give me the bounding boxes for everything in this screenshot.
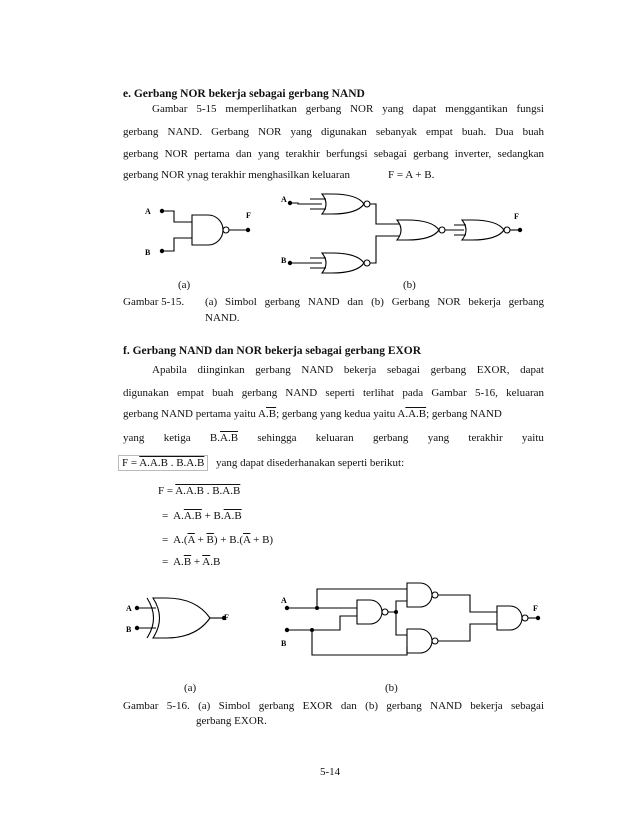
fig15-b-label: (b) (403, 279, 416, 291)
word: yaitu (521, 432, 544, 444)
fig15b-input-b: B (281, 256, 287, 265)
expr-a-not-b: A.B (258, 408, 277, 420)
fig15-caption-line-1: (a) Simbol gerbang NAND dan (b) Gerbang NOR bekerja gerbang (205, 296, 544, 308)
sec-f-line-5-formula (118, 455, 208, 471)
fig16-caption-line-2: gerbang EXOR. (196, 715, 267, 727)
nand-gate-symbol (162, 211, 248, 251)
sec-f-line-2: digunakan empat buah gerbang NAND seperti terlihat pada Gambar 5-16, keluaran (123, 387, 544, 399)
formula-f: A.A.B . B.A.B (139, 457, 205, 469)
fig15-a-label: (a) (178, 279, 191, 291)
equation-3: = $A.(\overline{A} + \overline{B}) + B.(\overline{A} + B)$ (162, 534, 274, 546)
sec-e-line-3: gerbang NOR pertama dan yang terakhir berfungsi sebagai gerbang inverter, sedangkan (123, 148, 544, 160)
fig16-b-label: (b) (385, 682, 398, 694)
word: yang (123, 432, 145, 444)
exor-gate-symbol (137, 598, 224, 638)
fig15b-output-f: F (514, 212, 519, 221)
sec-e-equation: F = A + B. (388, 169, 435, 181)
sec-f-line-5: yang dapat disederhanakan seperti berikut: (216, 457, 405, 469)
word: gerbang (372, 432, 409, 444)
section-f-heading: f. Gerbang NAND dan NOR bekerja sebagai gerbang EXOR (123, 345, 422, 357)
word: keluaran (315, 432, 354, 444)
word: yang (427, 432, 450, 444)
fig16b-input-b: B (281, 639, 287, 648)
sec-f-line-1: Apabila diinginkan gerbang NAND bekerja sebagai gerbang EXOR, dapat (152, 364, 544, 376)
sec-e-line-1: Gambar 5-15 memperlihatkan gerbang NOR yang dapat menggantikan fungsi (152, 103, 544, 115)
equation-4: = $A.\overline{B} + \overline{A}.B$ (162, 556, 221, 568)
eq-4-mid: + (191, 556, 203, 568)
sec-f-line-3 (123, 408, 544, 420)
fig15a-input-b: B (145, 248, 151, 257)
expr-b-not-ab: B.A.B (209, 432, 239, 444)
word: sehingga (257, 432, 297, 444)
sec-f-line-3-a: gerbang NAND pertama yaitu (123, 408, 256, 420)
eq-sign: = (162, 510, 169, 522)
sec-f-line-3-c: ; gerbang NAND (426, 408, 502, 420)
eq-f-prefix: F = (158, 485, 174, 497)
sec-f-line-3-b: ; gerbang yang kedua yaitu (276, 408, 396, 420)
fig16-caption-line-1: Gambar 5-16. (a) Simbol gerbang EXOR dan (b) gerbang NAND bekerja sebagai (123, 700, 544, 712)
fig16a-output-f: F (224, 613, 229, 622)
eq-2-mid: + B. (201, 510, 224, 522)
fig16a-input-b: B (126, 625, 132, 634)
expr-a-a-not-b: A.A.B (397, 408, 427, 420)
eq-3-b: ) + B.( (213, 534, 244, 546)
fig15-caption-number: Gambar 5-15. (123, 296, 185, 308)
fig15b-input-a: A (281, 195, 287, 204)
fig16-a-label: (a) (184, 682, 197, 694)
nor-network-diagram (290, 194, 520, 273)
fig15a-output-f: F (246, 211, 251, 220)
eq-sign: = (162, 534, 169, 546)
equation-2: = A.A.B + B.A.B (162, 510, 242, 522)
fig15-caption-line-2: NAND. (205, 312, 240, 324)
sec-e-line-2: gerbang NAND. Gerbang NOR yang digunakan sebanyak empat buah. Dua buah (123, 126, 544, 138)
word: terakhir (468, 432, 503, 444)
sec-e-line-4: gerbang NOR ynag terakhir menghasilkan keluaran (123, 169, 350, 181)
eq-f-prefix: F = (122, 457, 138, 469)
fig16a-input-a: A (126, 604, 132, 613)
eq-3-a: A.( (173, 534, 188, 546)
sec-f-line-4 (123, 432, 544, 444)
section-e-heading: e. Gerbang NOR bekerja sebagai gerbang NAND (123, 88, 365, 100)
fig16b-input-a: A (281, 596, 287, 605)
nand-network-diagram (287, 583, 538, 655)
fig16b-output-f: F (533, 604, 538, 613)
fig15a-input-a: A (145, 207, 151, 216)
equation-1: F = A.A.B . B.A.B (158, 485, 241, 497)
eq-3-c: ) (269, 534, 274, 546)
page-number: 5-14 (320, 766, 341, 778)
word: ketiga (163, 432, 191, 444)
eq-sign: = (162, 556, 169, 568)
